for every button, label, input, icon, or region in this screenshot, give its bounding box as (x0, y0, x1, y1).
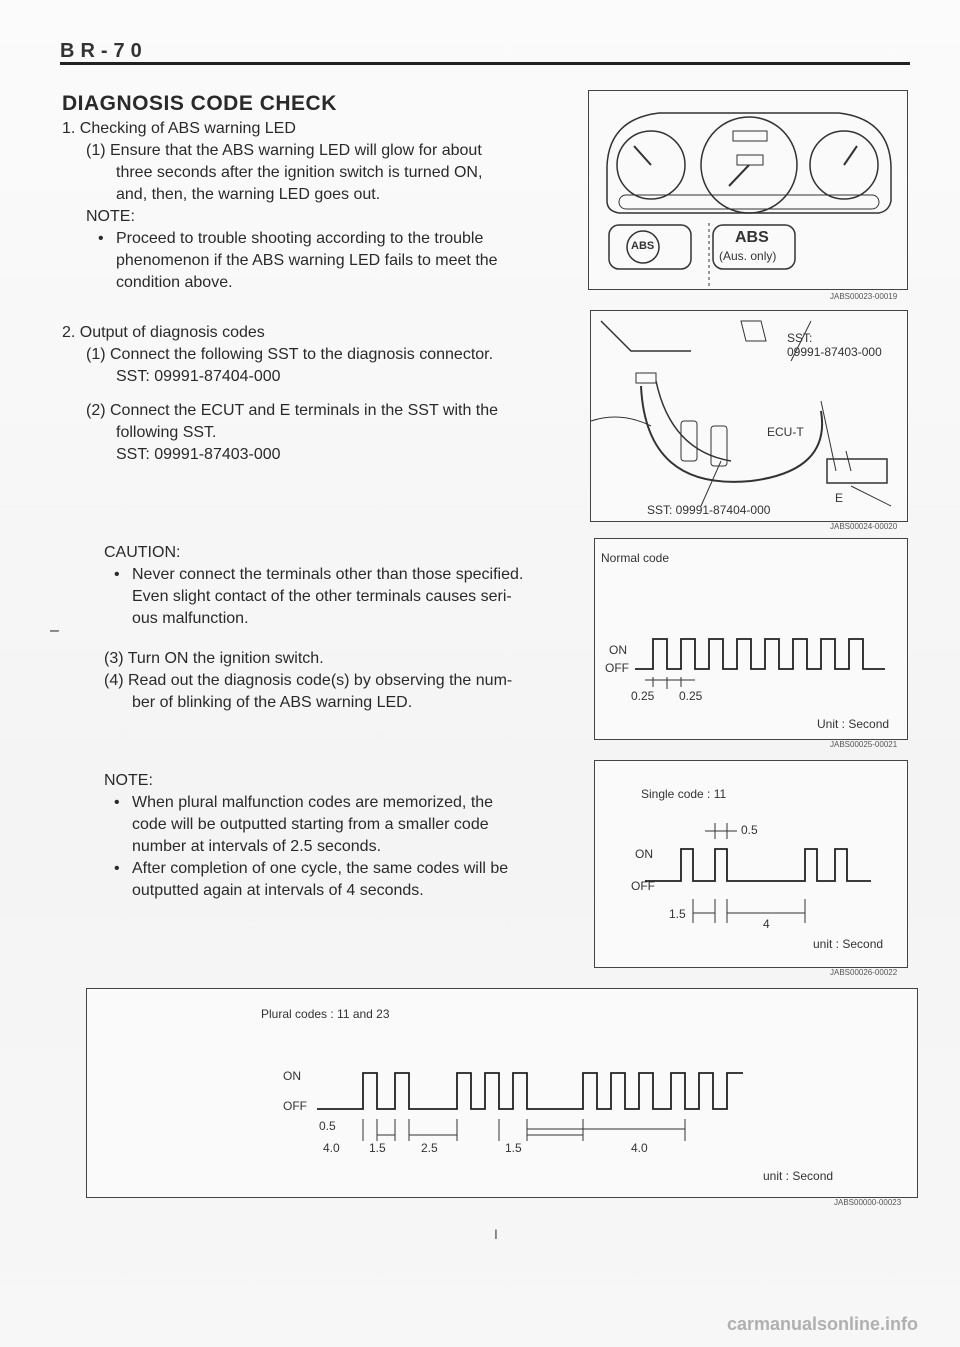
step2-line: (4) Read out the diagnosis code(s) by observing the num- (104, 672, 513, 689)
ecu-t-label: ECU-T (767, 425, 804, 439)
time-label: 0.5 (741, 823, 758, 837)
page-title: DIAGNOSIS CODE CHECK (62, 92, 337, 115)
sst-number: SST: 09991-87403-000 (116, 446, 281, 463)
on-label: ON (283, 1069, 301, 1083)
normal-code-waveform (595, 539, 907, 739)
note-line: number at intervals of 2.5 seconds. (132, 838, 382, 855)
figure-ref: JABS00025-00021 (830, 740, 898, 749)
on-label: ON (609, 643, 627, 657)
caution-line: • Never connect the terminals other than those specified. (132, 564, 523, 586)
abs-lamp-label: ABS (631, 240, 655, 252)
time-label: 1.5 (669, 907, 686, 921)
figure-title: Normal code (601, 551, 670, 565)
caution-label: CAUTION: (104, 544, 181, 561)
time-label: 1.5 (505, 1141, 522, 1155)
sst-drawing (591, 311, 907, 521)
section-mark: BR-70 (60, 40, 148, 62)
sst-number: SST: 09991-87404-000 (116, 368, 281, 385)
unit-label: unit : Second (813, 937, 884, 951)
sst-top-label: SST: (787, 331, 813, 345)
time-label: 4.0 (631, 1141, 648, 1155)
on-label: ON (635, 847, 653, 861)
step2-line: (1) Connect the following SST to the diagnosis connector. (86, 346, 494, 363)
step1-line: and, then, the warning LED goes out. (116, 186, 381, 203)
step2-line: ber of blinking of the ABS warning LED. (132, 694, 413, 711)
step2-line: (2) Connect the ECUT and E terminals in the SST with the (86, 402, 499, 419)
note-line: phenomenon if the ABS warning LED fails to meet the (116, 252, 498, 269)
sst-top-number: 09991-87403-000 (787, 345, 882, 359)
margin-dash: – (50, 622, 59, 639)
note-line: outputted again at intervals of 4 seconds. (132, 882, 424, 899)
page-number: I (494, 1226, 498, 1242)
step1-title: 1. Checking of ABS warning LED (62, 120, 296, 137)
caution-line: ous malfunction. (132, 610, 249, 627)
figure-plural-codes (86, 988, 918, 1198)
step2-title: 2. Output of diagnosis codes (62, 324, 265, 341)
time-label: 0.25 (679, 689, 703, 703)
note-line: condition above. (116, 274, 233, 291)
note-line: • When plural malfunction codes are memorized, the (132, 792, 493, 814)
plural-code-waveform (87, 989, 917, 1197)
time-label: 4.0 (323, 1141, 340, 1155)
figure-ref: JABS00000-00023 (834, 1198, 902, 1207)
caution-line: Even slight contact of the other terminals causes seri- (132, 588, 512, 605)
figure-sst-connection (590, 310, 908, 522)
figure-ref: JABS00024-00020 (830, 522, 898, 531)
figure-instrument-cluster (588, 90, 908, 290)
off-label: OFF (283, 1099, 307, 1113)
abs-sub-label: (Aus. only) (719, 249, 777, 263)
figure-normal-code (594, 538, 908, 740)
time-label: 4 (763, 917, 770, 931)
sst-bottom-label: SST: 09991-87404-000 (647, 503, 771, 517)
watermark-text: carmanualsonline.info (726, 1314, 918, 1334)
off-label: OFF (605, 661, 629, 675)
note-line: code will be outputted starting from a smaller code (132, 816, 489, 833)
time-label: 0.25 (631, 689, 655, 703)
step2-line: following SST. (116, 424, 217, 441)
figure-title: Single code : 11 (641, 787, 727, 801)
note-line: • Proceed to trouble shooting according to the trouble (116, 228, 483, 250)
off-label: OFF (631, 879, 655, 893)
time-label: 1.5 (369, 1141, 386, 1155)
unit-label: Unit : Second (817, 717, 890, 731)
step2-line: (3) Turn ON the ignition switch. (104, 650, 324, 667)
time-label: 2.5 (421, 1141, 438, 1155)
figure-title: Plural codes : 11 and 23 (261, 1007, 390, 1021)
top-rule (60, 62, 910, 65)
step1-line: (1) Ensure that the ABS warning LED will glow for about (86, 142, 482, 159)
note-label: NOTE: (104, 772, 153, 789)
abs-label: ABS (735, 229, 769, 246)
figure-ref: JABS00026-00022 (830, 968, 898, 977)
note-label: NOTE: (86, 208, 135, 225)
time-label: 0.5 (319, 1119, 336, 1133)
unit-label: unit : Second (763, 1169, 834, 1183)
step1-line: three seconds after the ignition switch is turned ON, (116, 164, 483, 181)
note-line: • After completion of one cycle, the same codes will be (132, 858, 508, 880)
figure-ref: JABS00023-00019 (830, 292, 898, 301)
figure-single-code (594, 760, 908, 968)
e-terminal-label: E (835, 491, 844, 505)
